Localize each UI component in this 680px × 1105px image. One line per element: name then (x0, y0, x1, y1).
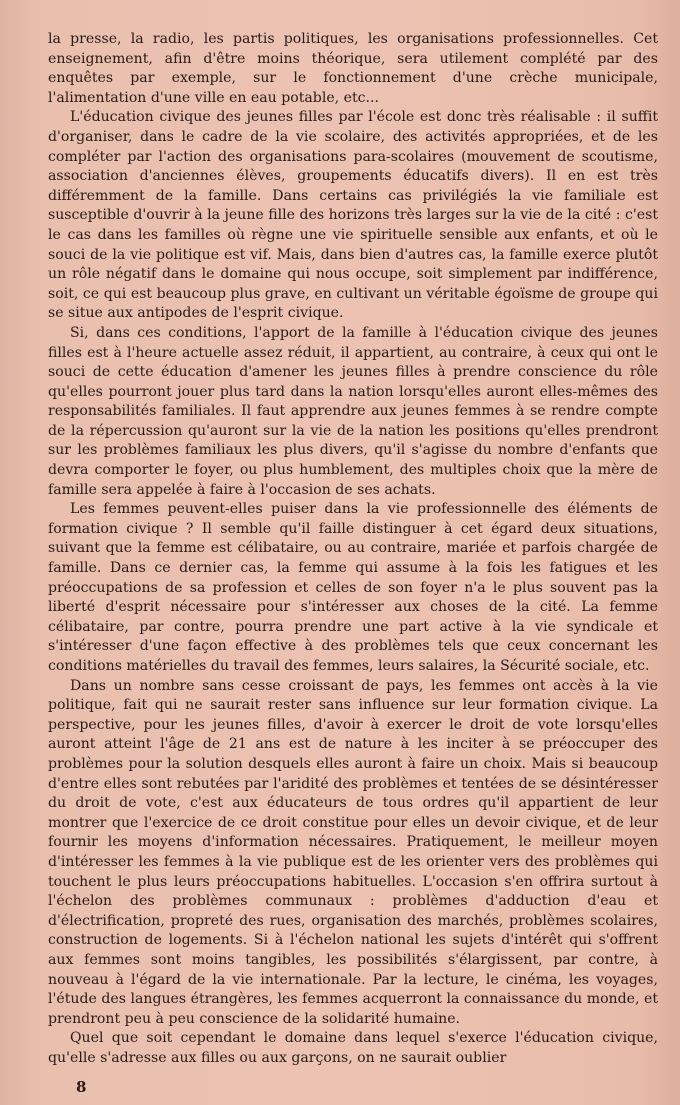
page-number: 8 (76, 1078, 87, 1096)
paragraph-continuation: la presse, la radio, les partis politiques, les organisations professionnelles. Cet enseignement, afin d'être moins théorique, sera utilement complété par des enquêtes par exemple, sur le fonctionnement d'une crèche municipale, l'alimentation d'une ville en eau potable, etc... (48, 31, 658, 106)
paragraph-school-education: L'éducation civique des jeunes filles par l'école est donc très réalisable : il suffit d'organiser, dans le cadre de la vie scolaire, des activités appropriées, et de les compléter par l'action des organisations para-scolaires (mouvement de scoutisme, association d'anciennes élèves, groupements éducatifs divers). Il en est très différemment de la famille. Dans certains cas privilégiés la vie familiale est susceptible d'ouvrir à la jeune fille des horizons très larges sur la vie de la cité : c'est le cas dans les familles où règne une vie spirituelle sensible aux enfants, et où le souci de la vie politique est vif. Mais, dans bien d'autres cas, la famille exerce plutôt un rôle négatif dans le domaine qui nous occupe, soit simplement par indifférence, soit, ce qui est beaucoup plus grave, en cultivant un véritable égoïsme de groupe qui se situe aux antipodes de l'esprit civique. (48, 109, 658, 322)
paragraph-conclusion-start: Quel que soit cependant le domaine dans lequel s'exerce l'éducation civique, qu'elle s'adresse aux filles ou aux garçons, on ne saurait oublier (48, 1030, 658, 1066)
paragraph-political-life: Dans un nombre sans cesse croissant de pays, les femmes ont accès à la vie politique, fait qui ne saurait rester sans influence sur leur formation civique. La perspective, pour les jeunes filles, d'avoir à exercer le droit de vote lorsqu'elles auront atteint l'âge de 21 ans est de nature à les inciter à se préoccuper des problèmes pour la solution desquels elles auront à faire un choix. Mais si beaucoup d'entre elles sont rebutées par l'aridité des problèmes et tentées de se désintéresser du droit de vote, c'est aux éducateurs de tous ordres qu'il appartient de leur montrer que l'exercice de ce droit constitue pour elles un devoir civique, et de leur fournir les moyens d'information nécessaires. Pratiquement, le meilleur moyen d'intéresser les femmes à la vie publique est de les orienter vers des problèmes qui touchent le plus leurs préoccupations habituelles. L'occasion s'en offrira surtout à l'échelon des problèmes communaux : problèmes d'adduction d'eau et d'électrification, propreté des rues, organisation des marchés, problèmes scolaires, construction de logements. Si à l'échelon national les sujets d'intérêt qui s'offrent aux femmes sont moins tangibles, les possibilités s'élargissent, par contre, à nouveau à l'égard de la vie internationale. Par la lecture, le cinéma, les voyages, l'étude des langues étrangères, les femmes acquerront la connaissance du monde, et prendront peu à peu conscience de la solidarité humaine. (48, 677, 658, 1027)
paragraph-family-role: Si, dans ces conditions, l'apport de la famille à l'éducation civique des jeunes filles est à l'heure actuelle assez réduit, il appartient, au contraire, à ceux qui ont le souci de cette éducation d'amener les jeunes filles à prendre conscience du rôle qu'elles pourront jouer plus tard dans la nation lorsqu'elles auront elles-mêmes des responsabilités familiales. Il faut apprendre aux jeunes femmes à se rendre compte de la répercussion qu'auront sur la vie de la nation les positions qu'elles prendront sur les problèmes familiaux les plus divers, qu'il s'agisse du nombre d'enfants que devra comporter le foyer, ou plus humblement, des multiples choix que la mère de famille sera appelée à faire à l'occasion de ses achats. (48, 324, 658, 498)
paragraph-professional-life: Les femmes peuvent-elles puiser dans la vie professionnelle des éléments de formation civique ? Il semble qu'il faille distinguer à cet égard deux situations, suivant que la femme est célibataire, ou au contraire, mariée et parfois chargée de famille. Dans ce dernier cas, la femme qui assume à la fois les fatigues et les préoccupations de sa profession et celles de son foyer n'a le plus souvent pas la liberté d'esprit nécessaire pour s'intéresser aux choses de la cité. La femme célibataire, par contre, pourra prendre une part active à la vie syndicale et s'intéresser d'une façon effective à des problèmes tels que ceux concernant les conditions matérielles du travail des femmes, leurs salaires, la Sécurité sociale, etc. (48, 501, 658, 674)
body-text (48, 30, 658, 1068)
